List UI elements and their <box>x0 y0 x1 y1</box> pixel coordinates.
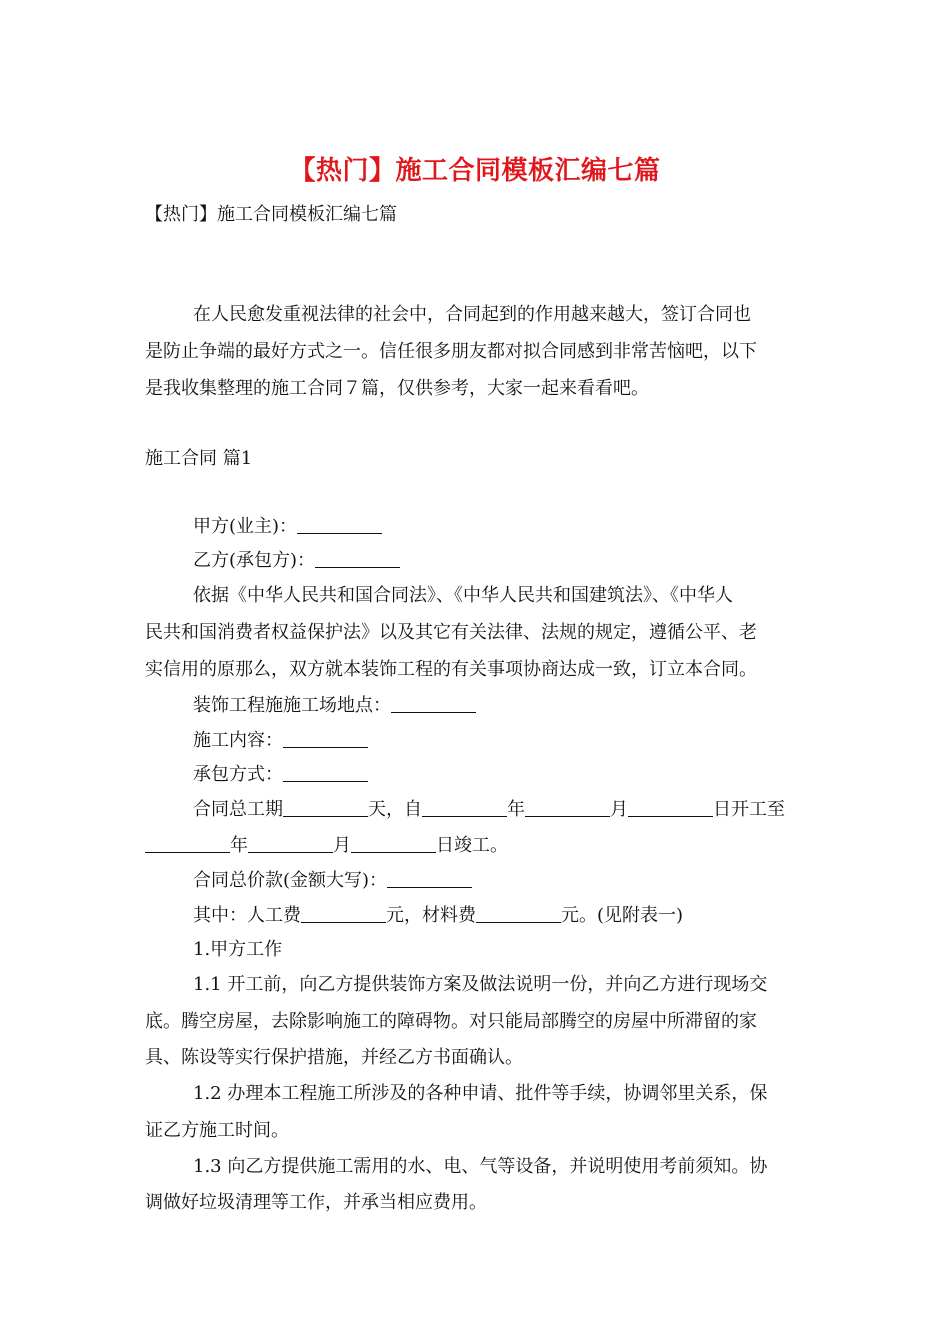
party-b-label: 乙方(承包方)： <box>193 550 316 571</box>
section-1-heading: 1.甲方工作 <box>193 939 283 960</box>
period-day-blank <box>628 798 713 817</box>
period-year-blank <box>422 798 507 817</box>
total-price-line <box>193 869 472 893</box>
document-subtitle: 【热门】施工合同模板汇编七篇 <box>145 204 397 225</box>
period-line-2 <box>145 834 508 858</box>
fees-label: 其中：人工费 <box>193 905 301 926</box>
clause-1-1-line-2: 底。腾空房屋，去除影响施工的障碍物。对只能局部腾空的房屋中所滞留的家 <box>145 1011 757 1032</box>
clause-1-2-line-1: 1.2 办理本工程施工所涉及的各种申请、批件等手续，协调邻里关系，保 <box>193 1083 768 1104</box>
intro-line-1: 在人民愈发重视法律的社会中，合同起到的作用越来越大，签订合同也 <box>193 304 751 325</box>
period-end-year-text: 年 <box>230 835 248 856</box>
total-price-blank <box>387 869 472 888</box>
content-label: 施工内容： <box>193 730 283 751</box>
material-fee-blank <box>476 904 561 923</box>
fees-yuan-1: 元，材料费 <box>386 905 476 926</box>
total-price-label: 合同总价款(金额大写)： <box>193 870 388 891</box>
clause-1-2-line-2: 证乙方施工时间。 <box>145 1120 289 1141</box>
period-end-day-blank <box>351 834 436 853</box>
period-end-month-text: 月 <box>333 835 351 856</box>
content-blank <box>283 729 368 748</box>
basis-line-1: 依据《中华人民共和国合同法》、《中华人民共和国建筑法》、《中华人 <box>193 585 733 606</box>
contract-type-line <box>193 763 368 787</box>
period-days-text: 天，自 <box>368 799 422 820</box>
period-days-blank <box>283 798 368 817</box>
intro-line-2: 是防止争端的最好方式之一。信任很多朋友都对拟合同感到非常苦恼吧，以下 <box>145 341 757 362</box>
period-end-month-blank <box>248 834 333 853</box>
clause-1-1-line-1: 1.1 开工前，向乙方提供装饰方案及做法说明一份，并向乙方进行现场交 <box>193 974 768 995</box>
period-line-1 <box>193 798 785 822</box>
contract-type-label: 承包方式： <box>193 764 283 785</box>
fees-yuan-2: 元。(见附表一) <box>561 905 684 926</box>
basis-line-2: 民共和国消费者权益保护法》以及其它有关法律、法规的规定，遵循公平、老 <box>145 622 757 643</box>
period-label: 合同总工期 <box>193 799 283 820</box>
period-start-text: 日开工至 <box>713 799 785 820</box>
clause-1-3-line-1: 1.3 向乙方提供施工需用的水、电、气等设备，并说明使用考前须知。协 <box>193 1156 768 1177</box>
intro-line-3: 是我收集整理的施工合同７篇，仅供参考，大家一起来看看吧。 <box>145 378 649 399</box>
content-line <box>193 729 368 753</box>
labor-fee-blank <box>301 904 386 923</box>
period-month-blank <box>525 798 610 817</box>
period-year-text: 年 <box>507 799 525 820</box>
fees-line <box>193 904 683 928</box>
party-b-blank <box>315 549 400 568</box>
document-title: 【热门】施工合同模板汇编七篇 <box>289 156 661 186</box>
period-end-text: 日竣工。 <box>436 835 508 856</box>
contract-type-blank <box>283 763 368 782</box>
site-blank <box>391 694 476 713</box>
party-a-blank <box>297 515 382 534</box>
period-end-year-blank <box>145 834 230 853</box>
section-heading: 施工合同 篇1 <box>145 448 253 469</box>
clause-1-1-line-3: 具、陈设等实行保护措施，并经乙方书面确认。 <box>145 1047 523 1068</box>
party-a-line <box>193 515 382 539</box>
period-month-text: 月 <box>610 799 628 820</box>
clause-1-3-line-2: 调做好垃圾清理等工作，并承当相应费用。 <box>145 1192 487 1213</box>
party-b-line <box>193 549 400 573</box>
site-label: 装饰工程施施工场地点： <box>193 695 391 716</box>
party-a-label: 甲方(业主)： <box>193 516 298 537</box>
site-line <box>193 694 476 718</box>
basis-line-3: 实信用的原那么，双方就本装饰工程的有关事项协商达成一致，订立本合同。 <box>145 659 757 680</box>
